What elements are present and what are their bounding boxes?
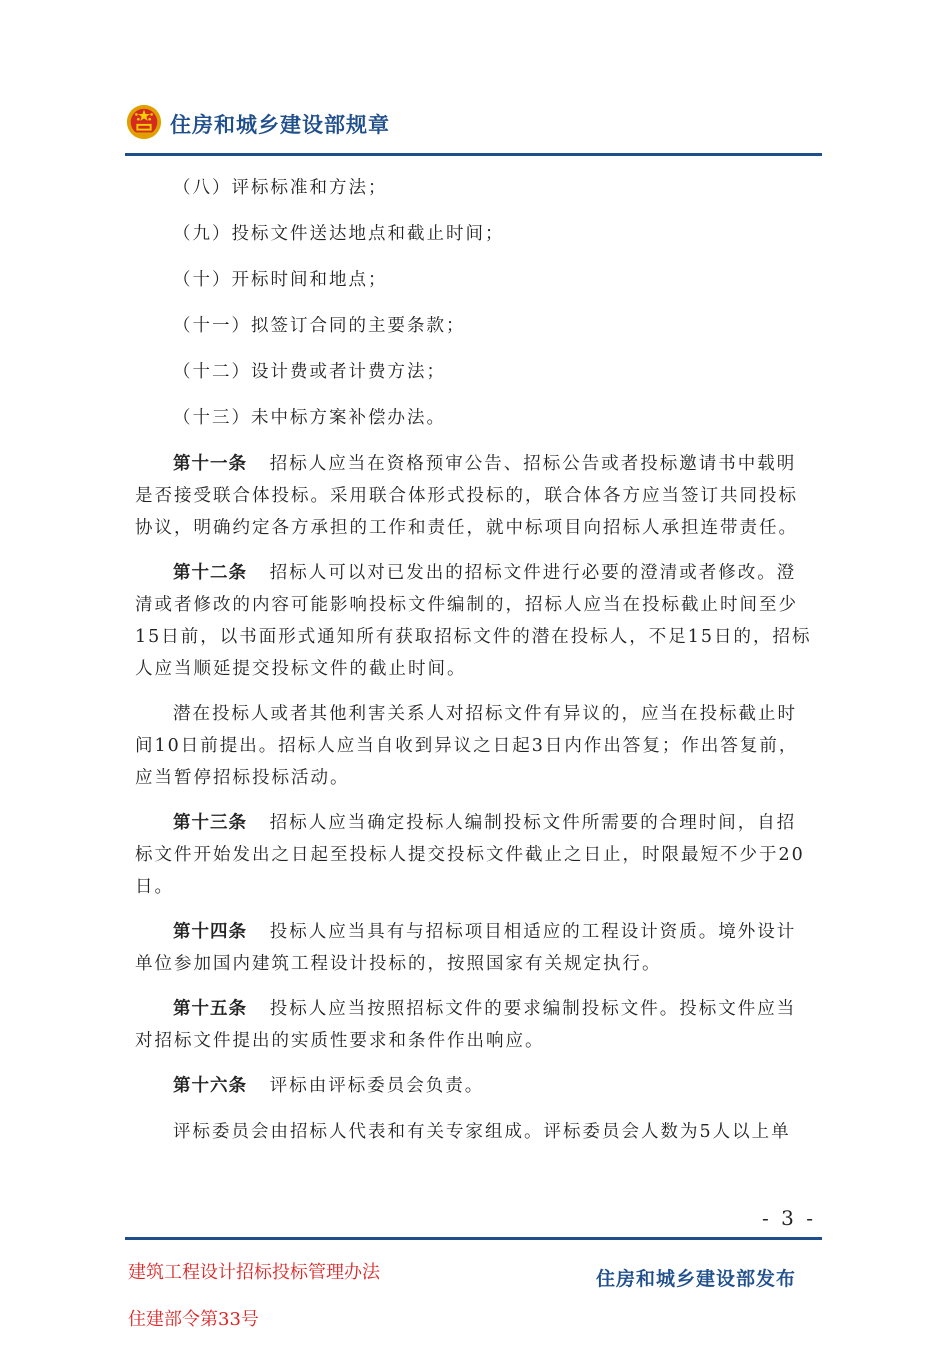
article-12-label: 第十二条: [173, 563, 247, 583]
paragraph-line: 评标委员会由招标人代表和有关专家组成。评标委员会人数为5人以上单: [173, 1122, 791, 1142]
list-item: （十一）拟签订合同的主要条款；: [173, 316, 466, 336]
article-13-label: 第十三条: [173, 813, 247, 833]
header-divider: [125, 153, 822, 156]
paragraph-line: 应当暂停招标投标活动。: [135, 768, 350, 788]
national-emblem-icon: [125, 103, 163, 141]
page-number: - 3 -: [762, 1206, 816, 1230]
article-14-label: 第十四条: [173, 922, 247, 942]
article-15-line-1: 第十五条 投标人应当按照招标文件的要求编制投标文件。投标文件应当: [173, 999, 797, 1019]
article-16-label: 第十六条: [173, 1076, 247, 1096]
article-15-line-2: 对招标文件提出的实质性要求和条件作出响应。: [135, 1031, 545, 1051]
paragraph-line: 潜在投标人或者其他利害关系人对招标文件有异议的，应当在投标截止时: [173, 704, 797, 724]
article-12-line-1: 第十二条 招标人可以对已发出的招标文件进行必要的澄清或者修改。澄: [173, 563, 797, 583]
article-14-line-2: 单位参加国内建筑工程设计投标的，按照国家有关规定执行。: [135, 954, 662, 974]
paragraph-line: 间10日前提出。招标人应当自收到异议之日起3日内作出答复；作出答复前，: [135, 736, 799, 756]
article-12-line-2: 清或者修改的内容可能影响投标文件编制的，招标人应当在投标截止时间至少: [135, 595, 798, 615]
footer-order-number: 住建部令第33号: [128, 1309, 259, 1330]
page-header: [125, 103, 825, 143]
article-11-line-1: 第十一条 招标人应当在资格预审公告、招标公告或者投标邀请书中载明: [173, 454, 797, 474]
article-12-line-3: 15日前，以书面形式通知所有获取招标文件的潜在投标人，不足15日的，招标: [135, 627, 812, 647]
list-item: （十）开标时间和地点；: [173, 270, 388, 290]
list-item: （十三）未中标方案补偿办法。: [173, 408, 446, 428]
footer-divider: [125, 1237, 822, 1240]
article-11-line-3: 协议，明确约定各方承担的工作和责任，就中标项目向招标人承担连带责任。: [135, 518, 798, 538]
article-16-line-1: 第十六条 评标由评标委员会负责。: [173, 1076, 485, 1096]
article-11-line-2: 是否接受联合体投标。采用联合体形式投标的，联合体各方应当签订共同投标: [135, 486, 798, 506]
list-item: （九）投标文件送达地点和截止时间；: [173, 224, 505, 244]
article-13-line-3: 日。: [135, 877, 174, 897]
footer-publisher: 住房和城乡建设部发布: [596, 1268, 797, 1290]
article-12-line-4: 人应当顺延提交投标文件的截止时间。: [135, 659, 467, 679]
article-13-line-2: 标文件开始发出之日起至投标人提交投标文件截止之日止，时限最短不少于20: [135, 845, 805, 865]
list-item: （八）评标标准和方法；: [173, 178, 388, 198]
header-title: 住房和城乡建设部规章: [170, 113, 390, 137]
footer-document-title: 建筑工程设计招标投标管理办法: [128, 1262, 380, 1283]
article-11-label: 第十一条: [173, 454, 247, 474]
article-15-label: 第十五条: [173, 999, 247, 1019]
article-14-line-1: 第十四条 投标人应当具有与招标项目相适应的工程设计资质。境外设计: [173, 922, 797, 942]
article-13-line-1: 第十三条 招标人应当确定投标人编制投标文件所需要的合理时间，自招: [173, 813, 797, 833]
list-item: （十二）设计费或者计费方法；: [173, 362, 446, 382]
